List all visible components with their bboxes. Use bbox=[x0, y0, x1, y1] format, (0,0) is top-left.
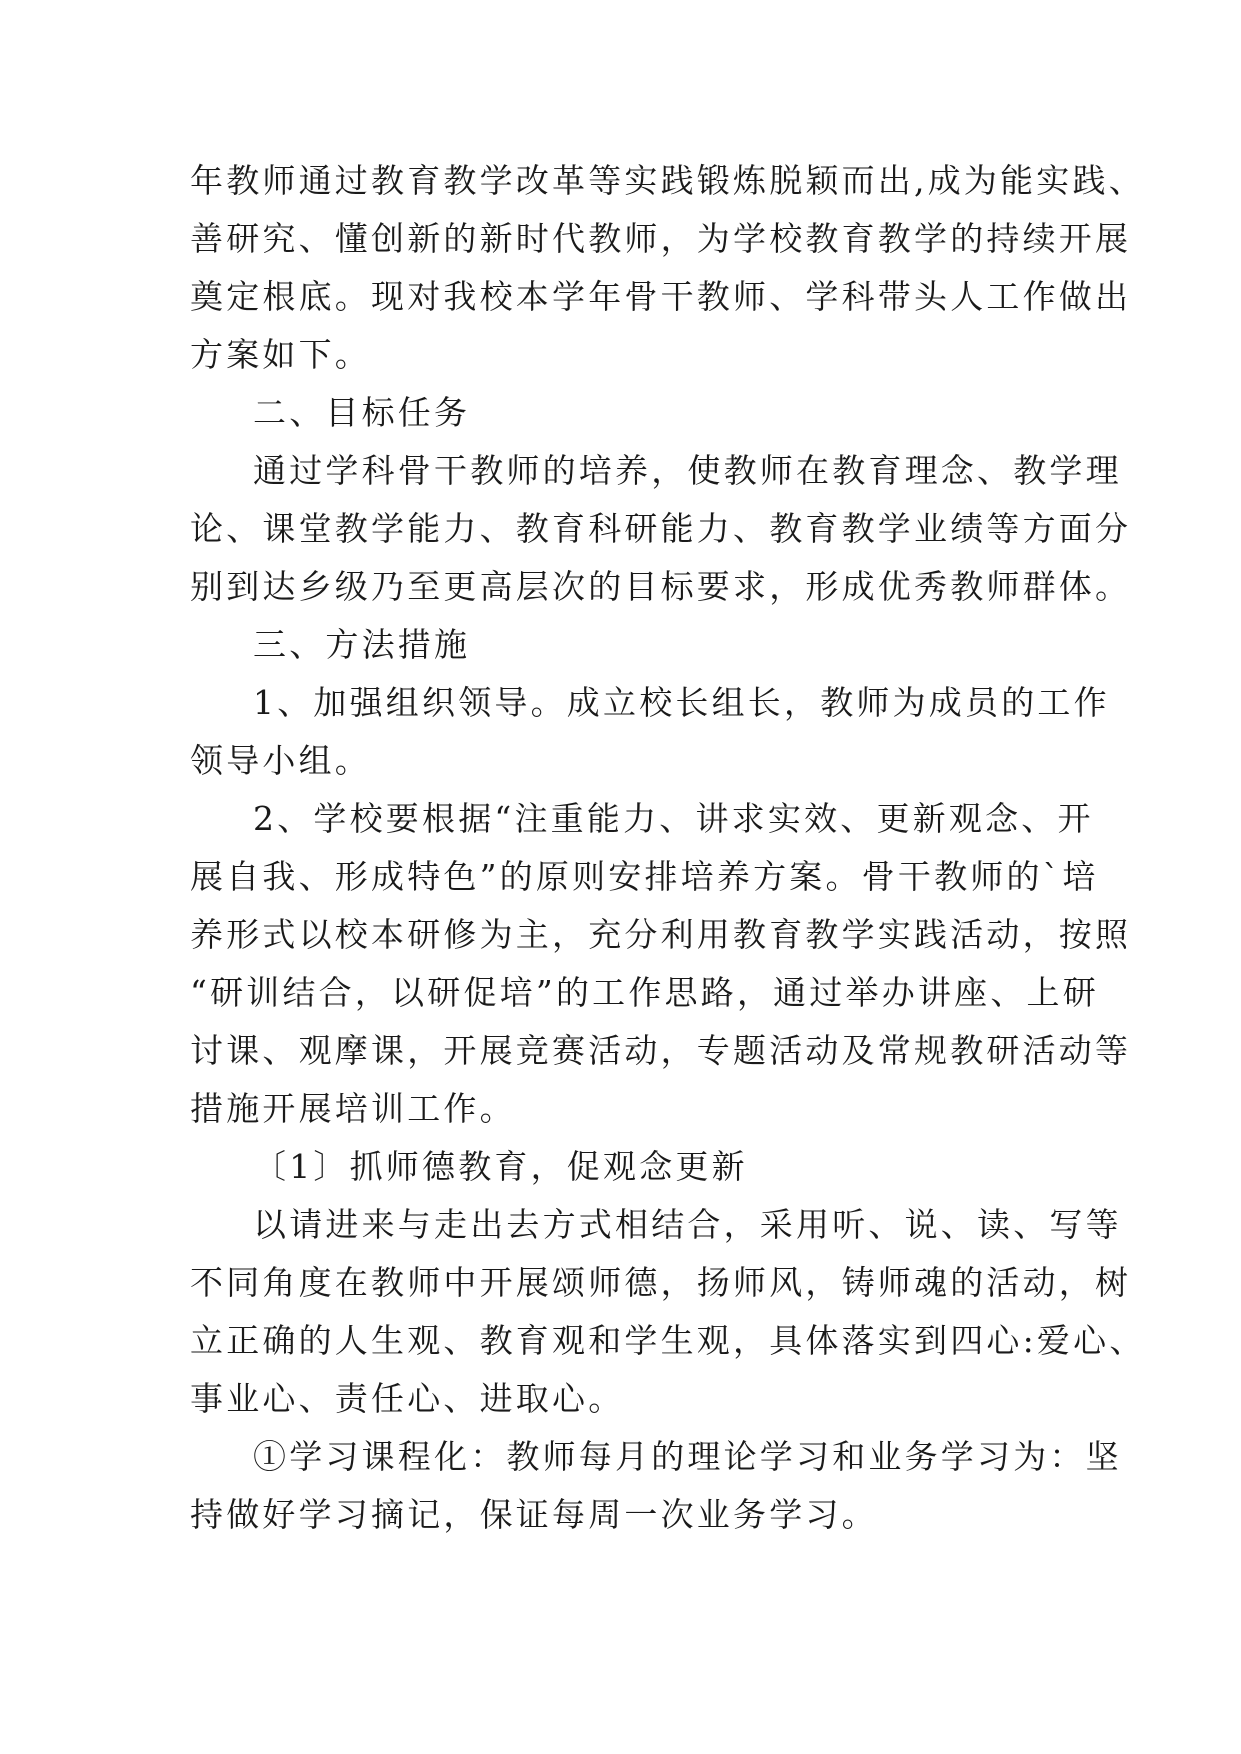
body-text-line: 养形式以校本研修为主，充分利用教育教学实践活动，按照 bbox=[190, 915, 1132, 954]
body-text-line: 1、加强组织领导。成立校长组长，教师为成员的工作 bbox=[253, 683, 1110, 722]
body-text-line: 奠定根底。现对我校本学年骨干教师、学科带头人工作做出 bbox=[190, 277, 1132, 316]
body-text-line: 措施开展培训工作。 bbox=[190, 1089, 516, 1128]
body-text-line: 年教师通过教育教学改革等实践锻炼脱颖而出,成为能实践、 bbox=[190, 161, 1145, 200]
body-text-line: 不同角度在教师中开展颂师德，扬师风，铸师魂的活动，树 bbox=[190, 1263, 1132, 1302]
body-text-line: 通过学科骨干教师的培养，使教师在教育理念、教学理 bbox=[253, 451, 1122, 490]
body-text-line: 持做好学习摘记，保证每周一次业务学习。 bbox=[190, 1495, 878, 1534]
body-text-line: 别到达乡级乃至更高层次的目标要求，形成优秀教师群体。 bbox=[190, 567, 1132, 606]
body-text-line: 讨课、观摩课，开展竞赛活动，专题活动及常规教研活动等 bbox=[190, 1031, 1132, 1070]
section-heading: 三、方法措施 bbox=[253, 625, 471, 664]
body-text-line: 展自我、形成特色”的原则安排培养方案。骨干教师的`培 bbox=[190, 857, 1099, 896]
body-text-line: 论、课堂教学能力、教育科研能力、教育教学业绩等方面分 bbox=[190, 509, 1132, 548]
subsection-heading: 〔1〕抓师德教育，促观念更新 bbox=[253, 1147, 748, 1186]
body-text-line: 立正确的人生观、教育观和学生观，具体落实到四心:爱心、 bbox=[190, 1321, 1146, 1360]
body-text-line: ①学习课程化：教师每月的理论学习和业务学习为：坚 bbox=[253, 1437, 1122, 1476]
body-text-line: 2、学校要根据“注重能力、讲求实效、更新观念、开 bbox=[253, 799, 1094, 838]
body-text-line: 善研究、懂创新的新时代教师，为学校教育教学的持续开展 bbox=[190, 219, 1132, 258]
body-text-line: 方案如下。 bbox=[190, 335, 371, 374]
body-text-line: 以请进来与走出去方式相结合，采用听、说、读、写等 bbox=[253, 1205, 1122, 1244]
body-text-line: 事业心、责任心、进取心。 bbox=[190, 1379, 625, 1418]
body-text-line: 领导小组。 bbox=[190, 741, 371, 780]
section-heading: 二、目标任务 bbox=[253, 393, 471, 432]
body-text-line: “研训结合，以研促培”的工作思路，通过举办讲座、上研 bbox=[190, 973, 1099, 1012]
